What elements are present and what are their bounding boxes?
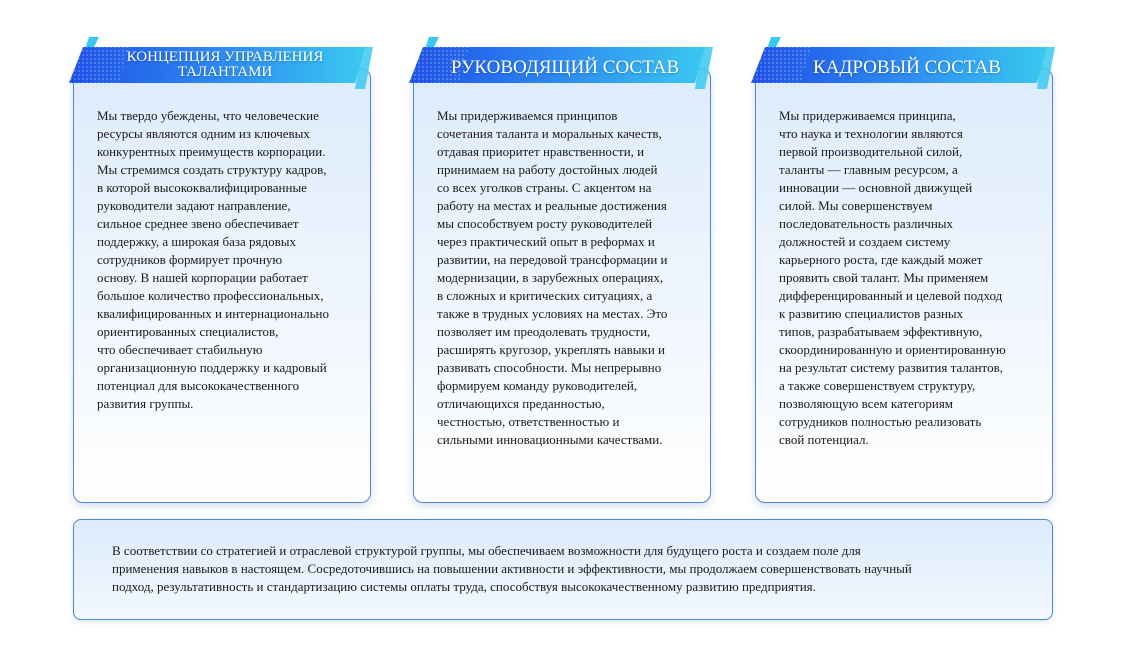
talent-concept-text: Мы твердо убеждены, что человеческие ресурсы являются одним из ключевых конкурентных преимуществ корпорации. Мы стремимся создать структуру кадров, в которой высококвалифицированные руководители задают направление, сильное среднее звено обеспечивает поддержку, а широкая база рядовых сотрудников формирует прочную основу. В нашей корпорации работает большое количество профессиональных, квалифицированных и интернационально ориентированных специалистов, что обеспечивает стабильную организационную поддержку и кадровый потенциал для высококачественного развития группы. [97,108,329,411]
personnel-text: Мы придерживаемся принципа, что наука и технологии являются первой производительной силой, таланты — главным ресурсом, а инновации — основной движущей силой. Мы совершенствуем последовательность различных должностей и создаем систему карьерного роста, где каждый может проявить свой талант. Мы применяем дифференцированный и целевой подход к развитию специалистов разных типов, разрабатываем эффективную, скоординированную и ориентированную на результат систему развития талантов, а также совершенствуем структуру, позволяющую всем категориям сотрудников полностью реализовать свой потенциал. [779,108,1006,447]
leadership-title: РУКОВОДЯЩИЙ СОСТАВ [450,57,680,78]
summary-box [73,519,1053,620]
personnel-card [755,68,1053,503]
talent-concept-banner [69,37,375,89]
personnel-banner [751,37,1057,89]
leadership-card [413,68,711,503]
leadership-text: Мы придерживаемся принципов сочетания таланта и моральных качеств, отдавая приоритет нравственности, и принимаем на работу достойных людей со всех уголков страны. С акцентом на работу на местах и реальные достижения мы способствуем росту руководителей через практический опыт в реформах и развитии, на передовой трансформации и модернизации, в зарубежных операциях, в сложных и критических ситуациях, а также в трудных условиях на местах. Это позволяет им преодолевать трудности, расширять кругозор, укреплять навыки и развивать способности. Мы непрерывно формируем команду руководителей, отличающихся преданностью, честностью, ответственностью и сильными инновационными качествами. [437,108,668,447]
talent-concept-title: КОНЦЕПЦИЯ УПРАВЛЕНИЯ ТАЛАНТАМИ [126,49,324,80]
summary-text: В соответствии со стратегией и отраслевой структурой группы, мы обеспечиваем возможности для будущего роста и создаем поле для применения навыков в настоящем. Сосредоточившись на повышении активности и эффективности, мы продолжаем совершенствовать научный подход, результативность и стандартизацию системы оплаты труда, способствуя высококачественному развитию предприятия. [112,543,912,594]
leadership-banner [409,37,715,89]
personnel-title: КАДРОВЫЙ СОСТАВ [813,57,1001,78]
talent-concept-card [73,68,371,503]
